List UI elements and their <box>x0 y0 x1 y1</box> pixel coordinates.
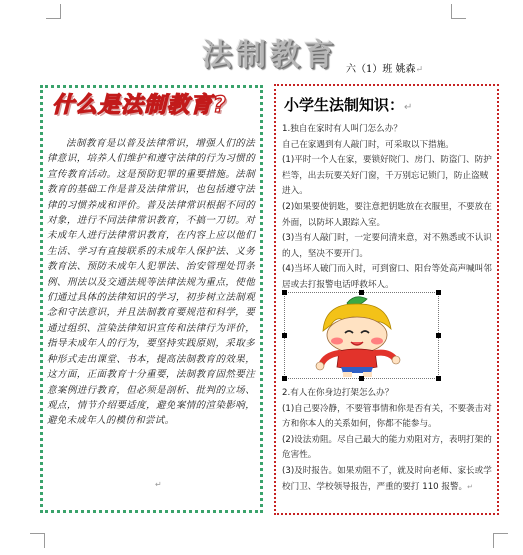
right-heading-text: 小学生法制知识： <box>284 96 405 114</box>
paragraph-mark: ↵ <box>415 65 424 75</box>
tip-paragraph-text: (3)及时报告。如果劝阻不了，就及时向老师、家长或学校门卫、学校领导报告，严重的要打 110 报警。 <box>282 465 492 492</box>
right-heading <box>284 94 412 115</box>
tip-paragraph <box>282 464 494 495</box>
cartoon-image[interactable] <box>284 292 439 379</box>
paragraph-mark: ↵ <box>404 102 413 113</box>
tip-paragraph: 自己在家遇到有人敲门时，可采取以下措施。 <box>282 139 454 150</box>
tip-paragraph: 1.独自在家时有人叫门怎么办？ <box>282 124 402 134</box>
tip-paragraph: (3)当有人敲门时，一定要问清来意，对不熟悉或不认识的人，坚决不要开门。 <box>282 233 492 259</box>
safety-tips-home[interactable] <box>282 122 494 294</box>
class-info-text: 六（1）班 姚森 <box>346 64 416 75</box>
paragraph-mark: ↵ <box>467 482 474 491</box>
cartoon-kid-illustration <box>285 293 438 378</box>
tip-paragraph: (2)设法劝阻。尽自己最大的能力劝阻对方，表明打架的危害性。 <box>282 434 492 461</box>
resize-handle[interactable] <box>436 376 441 381</box>
resize-handle[interactable] <box>436 333 441 338</box>
tip-paragraph: (4)当坏人破门而入时，可到窗口、阳台等处高声喊叫邻居或去打报警电话呼救坏人。 <box>282 264 492 290</box>
tip-paragraph: 2.有人在你身边打架怎么办？ <box>282 388 394 398</box>
page-corner-mark-top-left <box>46 4 61 19</box>
paragraph-mark: ↵ <box>155 480 162 489</box>
resize-handle[interactable] <box>359 290 364 295</box>
class-info <box>346 60 423 75</box>
resize-handle[interactable] <box>282 376 287 381</box>
resize-handle[interactable] <box>359 376 364 381</box>
left-body-text[interactable]: 法制教育是以普及法律常识，增强人们的法律意识，培养人们维护和遵守法律的行为习惯的宣传教育活动。这是预防犯罪的重要措施。法制教育的基础工作是普及法律常识，也包括遵守法律的习惯养成和评价。普及法律常识根据不同的对象，进行不同法律常识教育，不搞一刀切。对未成年人进行法律常识教育，在内容上应以他们生活、学习有直接联系的未成年人保护法、义务教育法、预防未成年人犯罪法、治安管理处罚条例、刑法以及交通法规等法律法规为重点，使他们通过具体的法律知识的学习，初步树立法制观念和守法意识，并且法制教育要规范和科学，要通过组织、渲染法律知识宣传和法律行为评价，指导未成年人的行为，要坚持实践原则，采取多种形式走出课堂、书本，提高法制教育的效果，这方面，正面教育十分重要，法制教育固然要注意案例进行教育，但必须是剖析、批判的立场、观点，情节介绍要适度，避免案情的渲染影响，避免未成年人的模仿和尝试。 <box>47 138 255 427</box>
safety-tips-fight[interactable] <box>282 386 494 495</box>
page-corner-mark-top-right <box>451 4 466 19</box>
resize-handle[interactable] <box>282 290 287 295</box>
resize-handle[interactable] <box>282 333 287 338</box>
resize-handle[interactable] <box>436 290 441 295</box>
page-corner-mark-bottom-left <box>30 533 45 548</box>
tip-paragraph: (2)如果要使钥匙，要注意把钥匙放在衣服里，不要放在外面，以防坏人跟踪入室。 <box>282 201 492 228</box>
page-corner-mark-bottom-right <box>493 533 508 548</box>
tip-paragraph: (1)自己要冷静，不要管事情和你是否有关，不要袭击对方和你本人的关系如何，你都不能参与。 <box>282 403 492 430</box>
left-heading: 什么是法制教育? <box>52 93 227 118</box>
page-title: 法制教育 <box>202 38 338 73</box>
tip-paragraph: (1)平时一个人在家，要锁好院门、房门、防盗门、防护栏等，出去玩要关好门窗，千万别忘记锁门，防止盗贼进入。 <box>282 155 492 197</box>
